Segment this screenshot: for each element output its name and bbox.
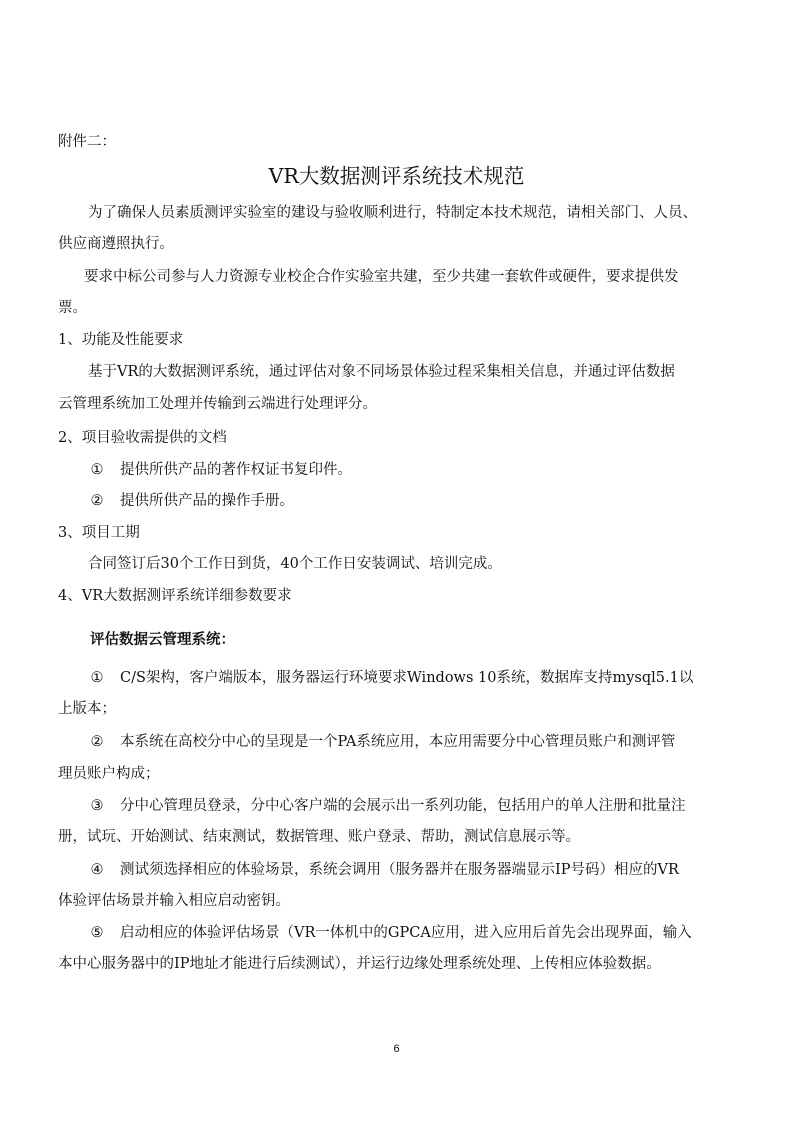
- section-4-item-1-line-2: 上版本；: [58, 701, 116, 717]
- intro-para-2-line-1: 要求中标公司参与人力资源专业校企合作实验室共建，至少共建一套软件或硬件，要求提供发: [84, 269, 679, 285]
- item-number: ③: [90, 798, 104, 814]
- intro-para-1-line-1: 为了确保人员素质测评实验室的建设与验收顺利进行，特制定本技术规范，请相关部门、人员、: [88, 205, 697, 221]
- section-4-item-2-line-1: [86, 732, 766, 752]
- document-title: VR大数据测评系统技术规范: [268, 164, 525, 188]
- section-1-heading: 1、功能及性能要求: [58, 332, 184, 348]
- section-1-line-2: 云管理系统加工处理并传输到云端进行处理评分。: [58, 396, 377, 412]
- item-text: 启动相应的体验评估场景（VR一体机中的GPCA应用，进入应用后首先会出现界面，输入: [120, 925, 692, 941]
- section-4-item-3-line-1: [86, 796, 766, 816]
- section-4-item-1-line-1: [86, 668, 766, 688]
- section-2-item-1: [86, 460, 766, 480]
- section-4-item-5-line-2: 本中心服务器中的IP地址才能进行后续测试），并运行边缘处理系统处理、上传相应体验数据。: [58, 956, 661, 972]
- item-text: 提供所供产品的著作权证书复印件。: [120, 462, 352, 478]
- section-4-item-3-line-2: 册，试玩、开始测试、结束测试，数据管理、账户登录、帮助，测试信息展示等。: [58, 829, 580, 845]
- item-number: ②: [90, 493, 104, 509]
- section-4-heading: 4、VR大数据测评系统详细参数要求: [58, 588, 292, 604]
- section-4-item-2-line-2: 理员账户构成；: [58, 766, 160, 782]
- section-3-text: 合同签订后30个工作日到货，40个工作日安装调试、培训完成。: [88, 556, 502, 572]
- section-2-item-2: [86, 491, 766, 511]
- page-number: 6: [393, 1043, 400, 1055]
- item-number: ②: [90, 734, 104, 750]
- intro-para-1-line-2: 供应商遵照执行。: [58, 236, 174, 252]
- attachment-label: 附件二：: [58, 134, 116, 150]
- item-text: C/S架构，客户端版本，服务器运行环境要求Windows 10系统，数据库支持mysql5.1以: [120, 670, 694, 686]
- item-text: 提供所供产品的操作手册。: [120, 493, 294, 509]
- item-text: 分中心管理员登录，分中心客户端的会展示出一系列功能，包括用户的单人注册和批量注: [120, 798, 686, 814]
- section-4-subheading: 评估数据云管理系统：: [90, 631, 235, 648]
- intro-para-2-line-2: 票。: [58, 300, 87, 316]
- item-number: ④: [90, 862, 104, 878]
- item-text: 本系统在高校分中心的呈现是一个PA系统应用，本应用需要分中心管理员账户和测评管: [120, 734, 676, 750]
- section-2-heading: 2、项目验收需提供的文档: [58, 430, 227, 446]
- section-4-item-4-line-1: [86, 860, 766, 880]
- section-1-line-1: 基于VR的大数据测评系统，通过评估对象不同场景体验过程采集相关信息，并通过评估数据: [88, 364, 675, 380]
- item-number: ①: [90, 670, 104, 686]
- section-3-heading: 3、项目工期: [58, 525, 140, 541]
- item-number: ⑤: [90, 925, 104, 941]
- item-number: ①: [90, 462, 104, 478]
- section-4-item-4-line-2: 体验评估场景并输入相应启动密钥。: [58, 893, 290, 909]
- section-4-item-5-line-1: [86, 923, 766, 943]
- item-text: 测试须选择相应的体验场景，系统会调用（服务器并在服务器端显示IP号码）相应的VR: [120, 862, 679, 878]
